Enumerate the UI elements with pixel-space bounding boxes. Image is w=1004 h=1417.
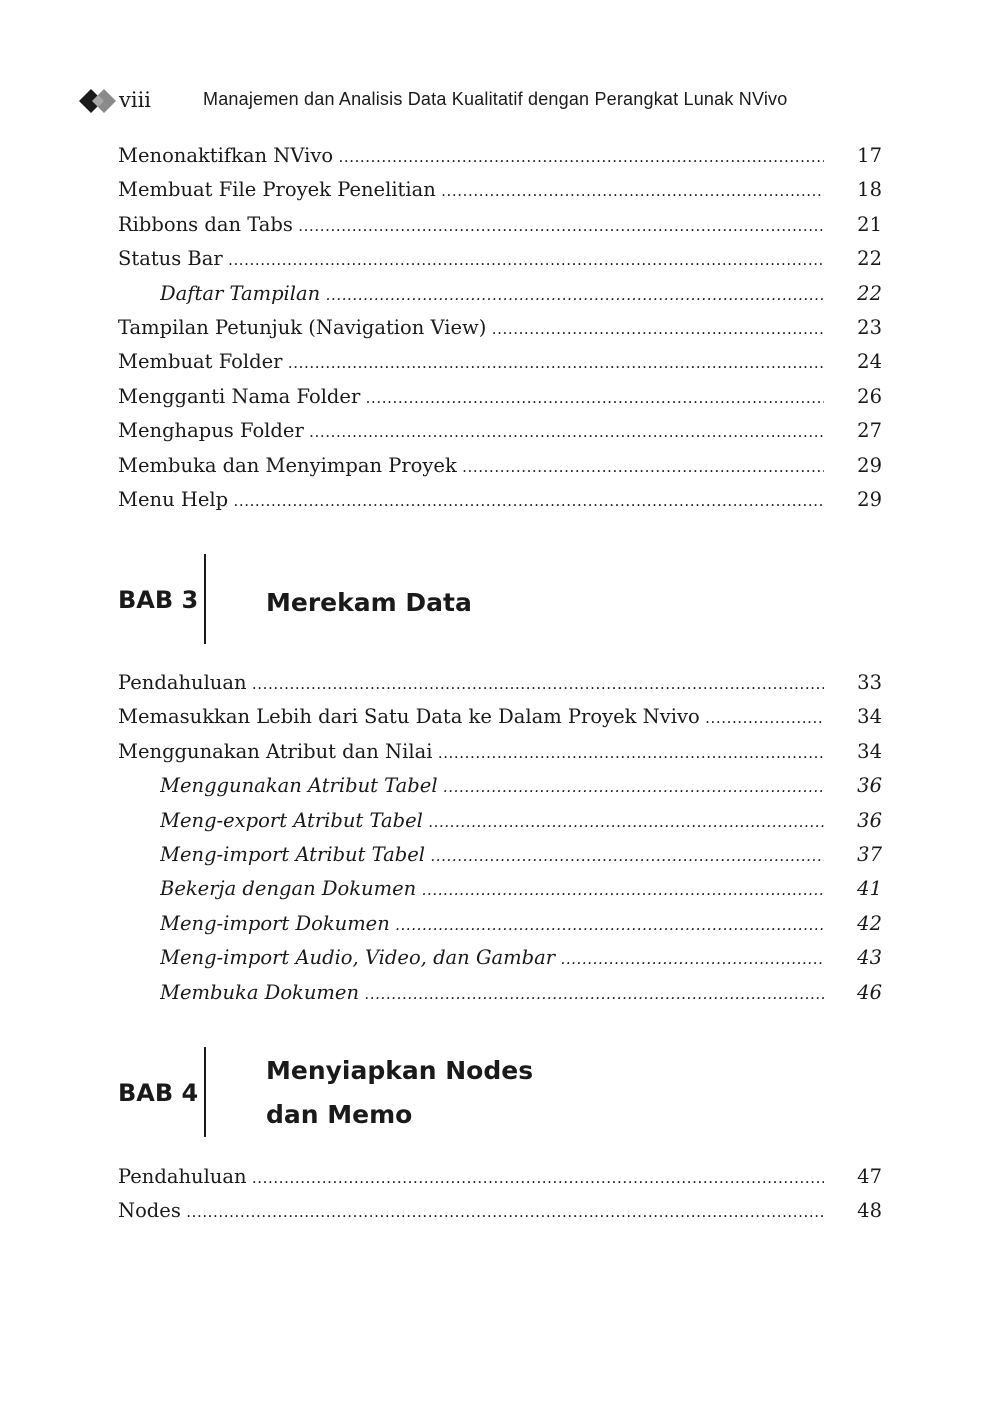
- chapter-heading-bab-4: [118, 1047, 882, 1137]
- toc-entry-label: Nodes .....: [118, 1199, 824, 1222]
- toc-entry: [118, 839, 882, 873]
- toc-entry-page: 42: [857, 911, 882, 935]
- toc-entry-page: 34: [857, 739, 882, 763]
- book-title: Manajemen dan Analisis Data Kualitatif dengan Perangkat Lunak NVivo: [203, 89, 788, 109]
- page-number: viii: [119, 88, 152, 112]
- toc-entry-page: 41: [857, 877, 882, 901]
- toc-entry-label: Meng-export Atribut Tabel .....: [160, 809, 824, 832]
- toc-entry: [118, 1161, 882, 1195]
- toc-entry-page: 33: [857, 671, 882, 694]
- toc-entry-label: Menu Help .....: [118, 488, 824, 511]
- toc-entry: [118, 243, 882, 277]
- toc-entry: [118, 484, 882, 518]
- toc-entry-page: 26: [857, 384, 882, 408]
- chapter-number: BAB 4: [118, 1079, 199, 1107]
- toc-entry: [118, 381, 882, 415]
- toc-entry-label: Mengganti Nama Folder .....: [118, 385, 824, 408]
- toc-entry-label: Menggunakan Atribut dan Nilai .....: [118, 740, 824, 763]
- toc-entry-page: 36: [857, 774, 882, 798]
- toc-entry-page: 47: [857, 1165, 882, 1188]
- chapter-divider: [204, 554, 206, 644]
- double-diamond-icon: [78, 88, 118, 114]
- toc-entry-page: 22: [857, 247, 882, 271]
- toc-entry-label: Memasukkan Lebih dari Satu Data ke Dalam Proyek Nvivo .....: [118, 705, 824, 728]
- toc-section-bab-3: [118, 667, 882, 1011]
- toc-entry: [118, 770, 882, 804]
- toc-entry-label: Daftar Tampilan .....: [160, 282, 824, 305]
- toc-entry-page: 27: [857, 419, 882, 443]
- toc-entry-page: 43: [857, 946, 882, 970]
- chapter-divider: [204, 1047, 206, 1137]
- toc-entry-page: 34: [857, 705, 882, 729]
- toc-entry: [118, 174, 882, 208]
- toc-entry-page: 36: [857, 808, 882, 832]
- toc-section-bab-4: [118, 1161, 882, 1230]
- toc-entry-page: 23: [857, 315, 882, 339]
- toc-entry: [118, 140, 882, 174]
- toc-entry: [118, 209, 882, 243]
- toc-entry-page: 29: [857, 487, 882, 511]
- toc-entry: [118, 312, 882, 346]
- running-header: [78, 84, 838, 118]
- toc-entry-label: Pendahuluan .....: [118, 1165, 824, 1188]
- toc-entry-label: Bekerja dengan Dokumen .....: [160, 877, 824, 900]
- toc-entry-page: 37: [857, 842, 882, 866]
- toc-entry-label: Ribbons dan Tabs .....: [118, 213, 824, 236]
- toc-entry: [118, 908, 882, 942]
- toc-entry-page: 29: [857, 453, 882, 477]
- toc-entry-page: 17: [857, 144, 882, 167]
- toc-entry: [118, 942, 882, 976]
- toc-entry-label: Membuat File Proyek Penelitian .....: [118, 178, 824, 201]
- chapter-title-line: Menyiapkan Nodes: [266, 1056, 534, 1085]
- toc-entry: [118, 346, 882, 380]
- toc-entry-label: Meng-import Dokumen .....: [160, 912, 824, 935]
- toc-entry-label: Tampilan Petunjuk (Navigation View) .....: [118, 316, 824, 339]
- toc-entry-label: Menghapus Folder .....: [118, 419, 824, 442]
- chapter-title-line: Merekam Data: [266, 588, 472, 617]
- toc-entry-page: 24: [857, 350, 882, 374]
- toc-entry-page: 22: [857, 281, 882, 305]
- toc-entry: [118, 701, 882, 735]
- toc-entry-label: Menonaktifkan NVivo .....: [118, 144, 824, 167]
- toc-entry: [118, 873, 882, 907]
- toc-entry: [118, 977, 882, 1011]
- toc-entry-page: 48: [857, 1199, 882, 1223]
- toc-entry: [118, 805, 882, 839]
- toc-entry-label: Meng-import Atribut Tabel .....: [160, 843, 824, 866]
- chapter-title: [266, 1049, 533, 1137]
- toc-entry: [118, 736, 882, 770]
- chapter-title-line: dan Memo: [266, 1100, 413, 1129]
- toc-entry-label: Meng-import Audio, Video, dan Gambar .....: [160, 946, 824, 969]
- toc-entry-label: Pendahuluan .....: [118, 671, 824, 694]
- toc-entry: [118, 1195, 882, 1229]
- chapter-number: BAB 3: [118, 586, 199, 614]
- toc-entry-page: 46: [857, 980, 882, 1004]
- toc-entry: [118, 415, 882, 449]
- toc-entry: [118, 450, 882, 484]
- toc-entry-label: Membuat Folder .....: [118, 350, 824, 373]
- toc-entry: [118, 667, 882, 701]
- chapter-heading-bab-3: [118, 554, 882, 644]
- toc-entry-page: 21: [857, 212, 882, 236]
- toc-entry-label: Menggunakan Atribut Tabel .....: [160, 774, 824, 797]
- toc-entry-label: Status Bar .....: [118, 247, 824, 270]
- toc-entry-label: Membuka dan Menyimpan Proyek .....: [118, 454, 824, 477]
- toc-entry-page: 18: [857, 178, 882, 202]
- toc-section-continued: [118, 140, 882, 518]
- chapter-title: [266, 581, 472, 625]
- toc-entry-label: Membuka Dokumen .....: [160, 981, 824, 1004]
- toc-entry: [118, 278, 882, 312]
